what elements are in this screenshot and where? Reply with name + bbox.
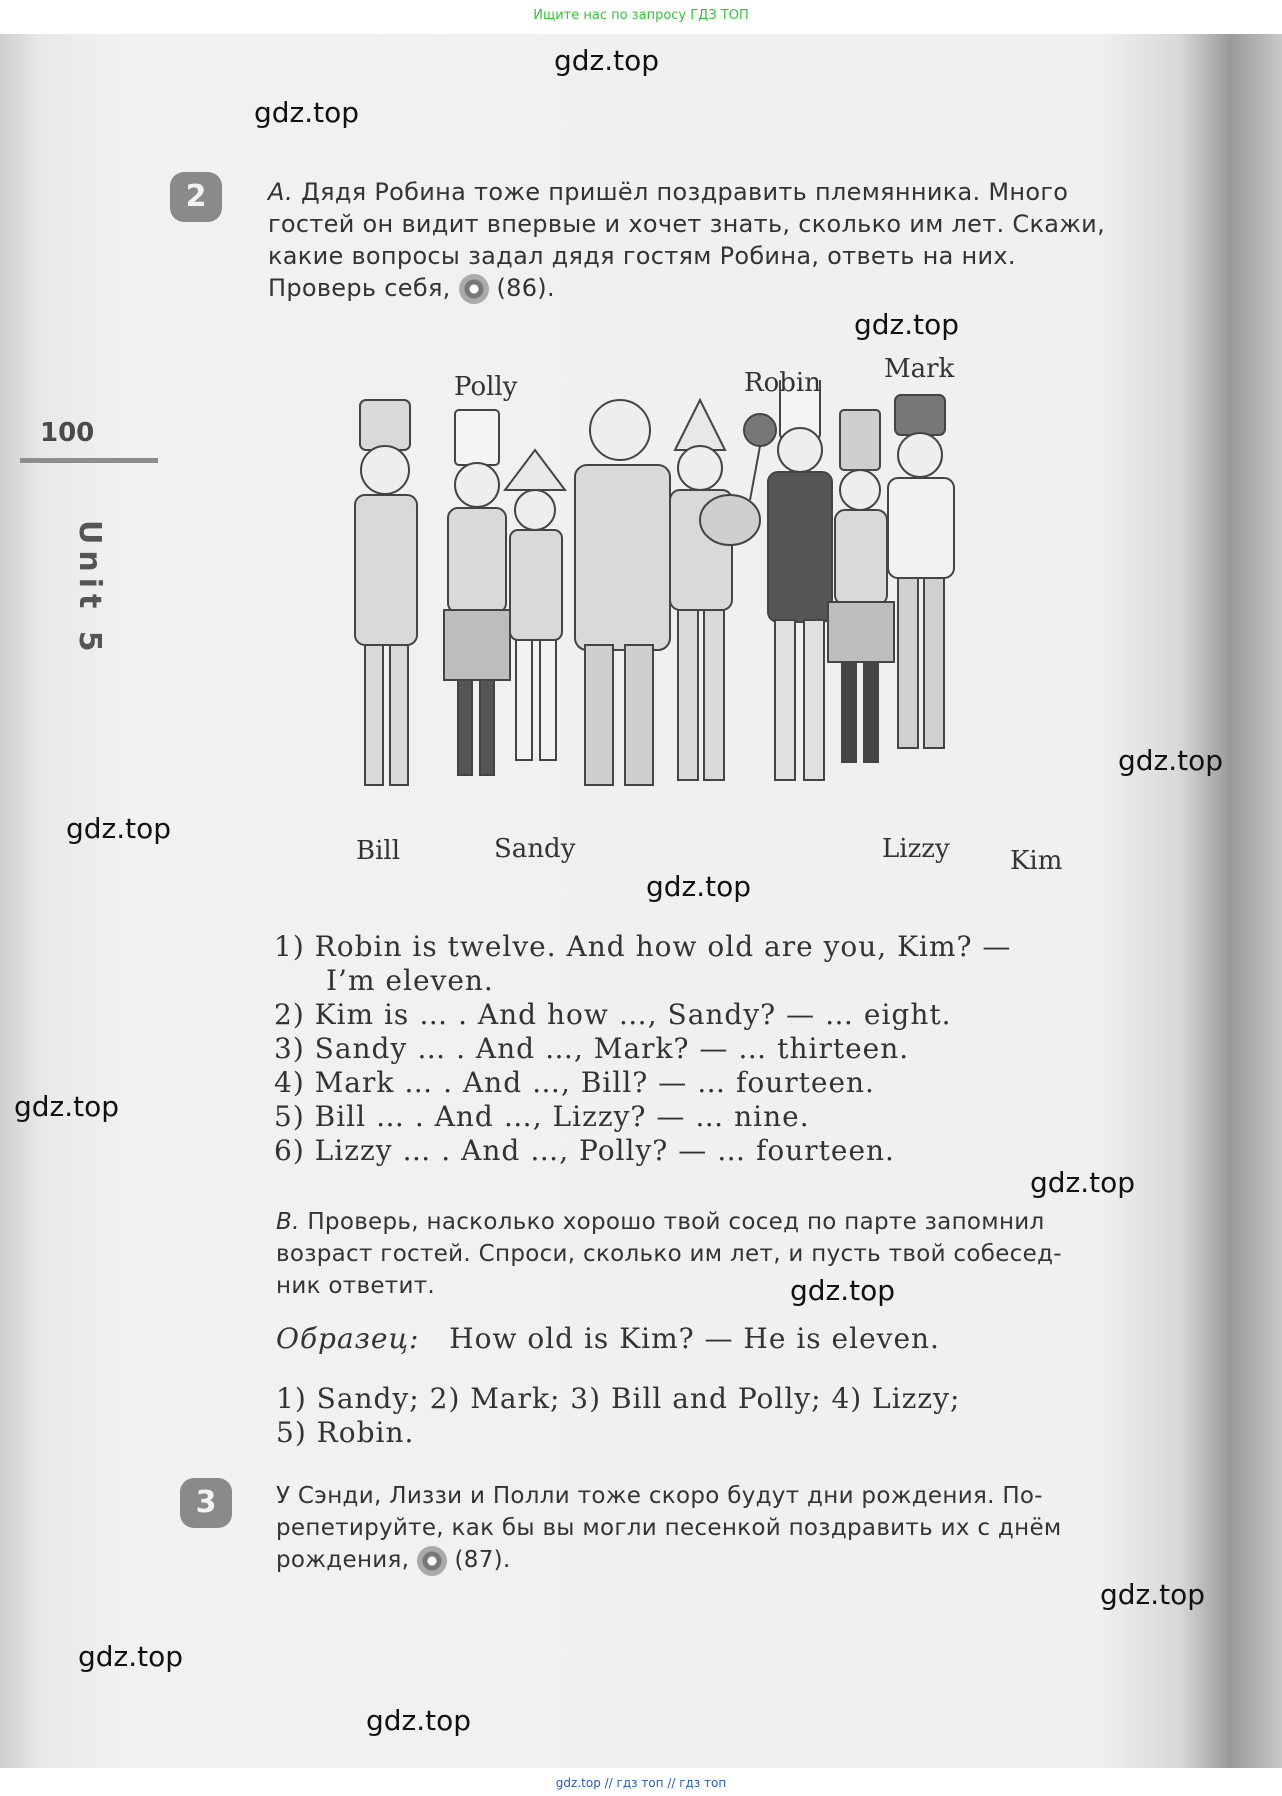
part-a-line-4: Проверь себя, xyxy=(268,274,451,302)
name-label-lizzy: Lizzy xyxy=(882,834,950,864)
page-number: 100 xyxy=(40,418,95,448)
item-1-answer: I’m eleven. xyxy=(326,964,494,997)
footer-link[interactable]: gdz.top // гдз топ // гдз топ xyxy=(555,1776,727,1790)
watermark: gdz.top xyxy=(854,308,960,341)
part-b-line-1: Проверь, насколько хорошо твой сосед по парте запомнил xyxy=(307,1209,1045,1235)
watermark: gdz.top xyxy=(66,812,172,845)
ex3-line-1: У Сэнди, Лиззи и Полли тоже скоро будут дни рождения. По- xyxy=(276,1483,1043,1509)
watermark: gdz.top xyxy=(1030,1166,1136,1199)
part-a-line-1: Дядя Робина тоже пришёл поздравить племянника. Много xyxy=(301,178,1069,206)
part-b-letter: B. xyxy=(276,1209,300,1235)
name-label-sandy: Sandy xyxy=(494,834,576,864)
ex3-line-3: рождения, xyxy=(276,1547,410,1573)
name-label-kim: Kim xyxy=(1010,846,1063,876)
watermark: gdz.top xyxy=(646,870,752,903)
item-4: 4) Mark … . And …, Bill? — … fourteen. xyxy=(274,1066,875,1099)
watermark: gdz.top xyxy=(78,1640,184,1673)
item-5: 5) Bill … . And …, Lizzy? — … nine. xyxy=(274,1100,810,1133)
item-2: 2) Kim is … . And how …, Sandy? — … eight. xyxy=(274,998,952,1031)
part-a-line-2: гостей он видит впервые и хочет знать, сколько им лет. Скажи, xyxy=(268,210,1105,238)
name-label-robin: Robin xyxy=(744,368,821,398)
audio-cd-icon xyxy=(417,1546,447,1576)
part-a-line-3: какие вопросы задал дядя гостям Робина, ответь на них. xyxy=(268,242,1016,270)
part-a-letter: A. xyxy=(268,178,294,206)
watermark: gdz.top xyxy=(790,1274,896,1307)
page-number-rule xyxy=(20,458,158,463)
part-b-items xyxy=(276,1382,1176,1450)
part-b-items-line-2: 5) Robin. xyxy=(276,1416,415,1449)
item-6: 6) Lizzy … . And …, Polly? — … fourteen. xyxy=(274,1134,895,1167)
sample-text: How old is Kim? — He is eleven. xyxy=(449,1322,940,1355)
top-bar xyxy=(0,0,1282,34)
part-b-items-line-1: 1) Sandy; 2) Mark; 3) Bill and Polly; 4) Lizzy; xyxy=(276,1382,961,1415)
party-guests-illustration xyxy=(320,380,1120,820)
exercise-2a-instructions xyxy=(268,176,1168,304)
watermark: gdz.top xyxy=(1118,744,1224,777)
item-3: 3) Sandy … . And …, Mark? — … thirteen. xyxy=(274,1032,910,1065)
name-label-mark: Mark xyxy=(884,354,955,384)
sample-line xyxy=(276,1322,1176,1356)
audio-cd-icon xyxy=(459,274,489,304)
watermark: gdz.top xyxy=(1100,1578,1206,1611)
ex3-line-2: репетируйте, как бы вы могли песенкой поздравить их с днём xyxy=(276,1515,1062,1541)
part-b-line-3: ник ответит. xyxy=(276,1273,436,1299)
bill-hat xyxy=(360,400,410,450)
exercise-2-items xyxy=(274,930,1174,1168)
watermark: gdz.top xyxy=(554,44,660,77)
exercise-3-instructions xyxy=(276,1480,1176,1576)
exercise-3-badge: 3 xyxy=(180,1478,232,1528)
part-a-track: (86). xyxy=(496,274,555,302)
part-b-line-2: возраст гостей. Спроси, сколько им лет, и пусть твой собесед- xyxy=(276,1241,1062,1267)
header-link[interactable]: Ищите нас по запросу ГДЗ ТОП xyxy=(533,8,749,23)
bottom-bar xyxy=(0,1768,1282,1796)
item-1: 1) Robin is twelve. And how old are you, Kim? — xyxy=(274,930,1012,963)
watermark: gdz.top xyxy=(366,1704,472,1737)
name-label-polly: Polly xyxy=(454,372,518,402)
sample-label: Образец: xyxy=(276,1322,420,1355)
name-label-bill: Bill xyxy=(356,836,401,866)
exercise-2-badge: 2 xyxy=(170,172,222,222)
exercise-2b-instructions xyxy=(276,1206,1176,1302)
unit-label: Unit 5 xyxy=(72,520,107,658)
watermark: gdz.top xyxy=(14,1090,120,1123)
ex3-track: (87). xyxy=(454,1547,511,1573)
watermark: gdz.top xyxy=(254,96,360,129)
